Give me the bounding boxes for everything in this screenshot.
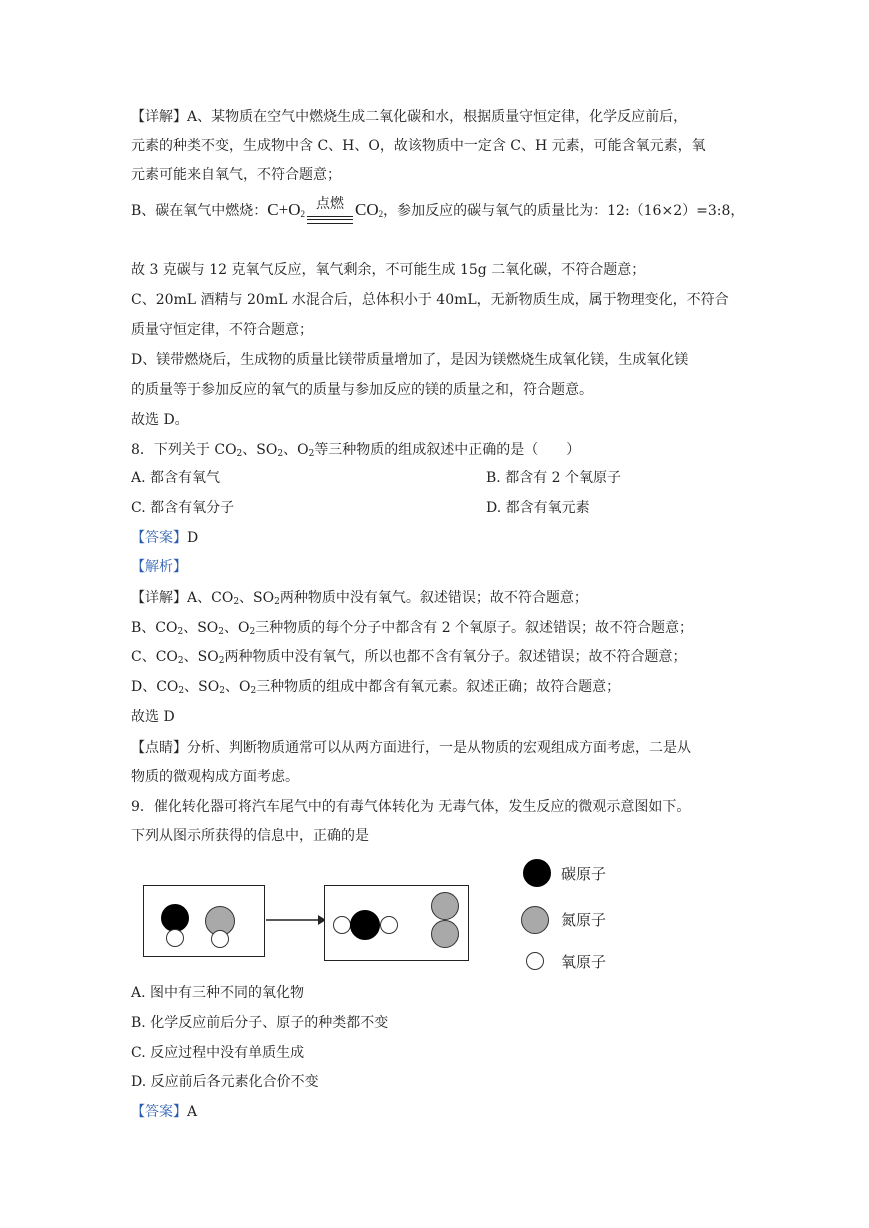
q8-detail-a: 【详解】A、$CO_2$、$SO_2$两种物质中没有氧气。叙述错误；故不符合题意； <box>131 590 588 607</box>
q7-detail-line-9: 的质量等于参加反应的氧气的质量与参加反应的镁的质量之和，符合题意。 <box>131 382 593 398</box>
q8-option-c: C. 都含有氧分子 <box>131 500 235 516</box>
legend-oxygen-icon <box>526 952 544 970</box>
oxygen-atom <box>166 929 184 947</box>
reaction-diagram <box>140 855 620 975</box>
legend-nitrogen-label: 氮原子 <box>561 911 607 929</box>
legend-carbon-icon <box>523 859 551 887</box>
q9-answer: 【答案】A <box>131 1104 198 1120</box>
q7-detail-line-8: D、镁带燃烧后，生成物的质量比镁带质量增加了，是因为镁燃烧生成氧化镁，生成氧化镁 <box>131 352 689 368</box>
q7-choose: 故选 D。 <box>131 412 189 428</box>
carbon-atom <box>350 910 380 940</box>
eq-arrow <box>305 196 355 226</box>
eq-prefix: B、碳在氧气中燃烧： <box>131 203 268 219</box>
q7-detail-line-5: 故 3 克碳与 12 克氧气反应，氧气剩余，不可能生成 15g 二氧化碳，不符合题意； <box>131 262 646 278</box>
q8-analysis-tag: 【解析】 <box>131 559 187 575</box>
eq-condition: 点燃 <box>316 196 344 212</box>
q8-tip-line-1: 【点睛】分析、判断物质通常可以从两方面进行，一是从物质的宏观组成方面考虑，二是从 <box>131 740 691 756</box>
eq-reactants: $C+O_2$ <box>267 200 305 219</box>
eq-product: $CO_2$ <box>355 200 384 219</box>
nitrogen-atom <box>431 892 459 920</box>
carbon-atom <box>161 904 189 932</box>
q7-detail-line-6: C、20mL 酒精与 20mL 水混合后，总体积小于 40mL，无新物质生成，属于物理变化，不符合 <box>131 292 729 308</box>
oxygen-atom <box>380 916 398 934</box>
q7-equation-line <box>131 196 744 236</box>
legend-oxygen-label: 氧原子 <box>561 953 607 971</box>
q7-detail-line-1: 【详解】A、某物质在空气中燃烧生成二氧化碳和水，根据质量守恒定律，化学反应前后， <box>131 109 688 125</box>
legend-nitrogen-icon <box>521 906 549 934</box>
reactants-box <box>143 885 265 957</box>
nitrogen-atom <box>431 920 459 948</box>
q9-option-c: C. 反应过程中没有单质生成 <box>131 1045 305 1061</box>
q9-stem-line-2: 下列从图示所获得的信息中，正确的是 <box>131 828 369 844</box>
q8-answer: 【答案】D <box>131 530 199 546</box>
q9-option-a: A. 图中有三种不同的氧化物 <box>131 985 305 1001</box>
q8-detail-c: C、$CO_2$、$SO_2$两种物质中没有氧气，所以也都不含有氧分子。叙述错误；故不符合题意； <box>131 649 687 666</box>
q7-detail-line-2: 元素的种类不变，生成物中含 C、H、O，故该物质中一定含 C、H 元素，可能含氧元素，氧 <box>131 138 706 154</box>
q7-detail-line-7: 质量守恒定律，不符合题意； <box>131 322 313 338</box>
products-box <box>324 885 469 961</box>
q8-option-a: A. 都含有氧气 <box>131 470 221 486</box>
q8-tip-line-2: 物质的微观构成方面考虑。 <box>131 769 299 785</box>
q9-option-d: D. 反应前后各元素化合价不变 <box>131 1074 319 1090</box>
q9-stem-line-1: 9．催化转化器可将汽车尾气中的有毒气体转化为 无毒气体，发生反应的微观示意图如下。 <box>131 799 691 815</box>
q9-option-b: B. 化学反应前后分子、原子的种类都不变 <box>131 1015 389 1031</box>
reaction-arrow-icon <box>266 913 326 927</box>
oxygen-atom <box>211 930 229 948</box>
oxygen-atom <box>333 916 351 934</box>
legend-carbon-label: 碳原子 <box>561 865 607 883</box>
q8-detail-b: B、$CO_2$、$SO_2$、$O_2$三种物质的每个分子中都含有 2 个氧原子。叙述错误；故不符合题意； <box>131 620 694 637</box>
q7-detail-line-3: 元素可能来自氧气，不符合题意； <box>131 167 341 183</box>
q8-choose: 故选 D <box>131 709 175 725</box>
q8-detail-d: D、$CO_2$、$SO_2$、$O_2$三种物质的组成中都含有氧元素。叙述正确；故符合题意； <box>131 679 621 696</box>
q8-option-b: B. 都含有 2 个氧原子 <box>486 470 621 486</box>
q8-stem: 8．下列关于 $CO_2$、$SO_2$、$O_2$等三种物质的组成叙述中正确的是（ ） <box>131 442 581 459</box>
eq-suffix: ，参加反应的碳与氧气的质量比为：12:（16×2）=3:8， <box>383 203 745 219</box>
q8-option-d: D. 都含有氧元素 <box>486 500 590 516</box>
